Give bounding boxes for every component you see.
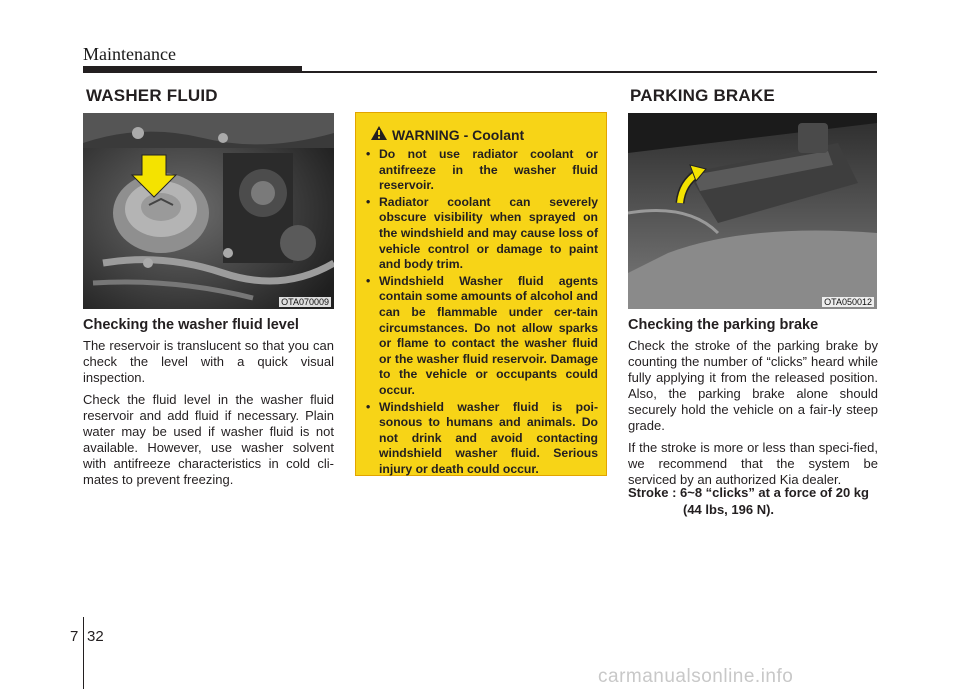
warning-subtitle: - Coolant — [463, 127, 525, 143]
parking-paragraph: If the stroke is more or less than speci-fied, we recommend that the system be serviced by an authorized Kia dealer. — [628, 440, 878, 487]
washer-subheading: Checking the washer fluid level — [83, 317, 299, 333]
parking-body — [628, 338, 878, 494]
washer-photo-caption: OTA070009 — [281, 297, 329, 307]
chapter-number: 7 — [70, 628, 79, 645]
parking-subheading: Checking the parking brake — [628, 317, 819, 333]
warning-item: • Windshield Washer fluid agents contain some amounts of alcohol and can be flammable under cer-tain circumstances. Do not allow sparks or flame to contact the washer fluid or the washer fluid reservoir. Damage to the vehicle or occupants could occur. — [366, 274, 598, 399]
stroke-spec-line2: (44 lbs, 196 N). — [683, 502, 775, 517]
warning-list — [366, 147, 598, 478]
warning-heading — [392, 127, 524, 143]
washer-paragraph: The reservoir is translucent so that you can check the level with a quick visual inspection. — [83, 338, 334, 385]
washer-body — [83, 338, 334, 494]
page-number: 32 — [87, 628, 104, 645]
engine-bay-illustration — [83, 113, 334, 309]
footer-divider — [83, 617, 84, 689]
warning-item: • Windshield washer fluid is poi-sonous to humans and animals. Do not drink and avoid contacting windshield washer fluid. Serious injury or death could occur. — [366, 400, 598, 478]
parking-photo-caption: OTA050012 — [824, 297, 872, 307]
parking-paragraph: Check the stroke of the parking brake by counting the number of “clicks” heard while fully applying it from the released position. Also, the parking brake alone should securely hold the vehicle on a fair-ly steep grade. — [628, 338, 878, 433]
washer-fluid-section-title: WASHER FLUID — [86, 86, 218, 105]
stroke-spec-line1: Stroke : 6~8 “clicks” at a force of 20 kg — [628, 485, 869, 500]
warning-item: • Radiator coolant can severely obscure visibility when sprayed on the windshield and may cause loss of vehicle control or damage to paint and body trim. — [366, 195, 598, 273]
header-rule-thin — [302, 71, 877, 73]
warning-title: WARNING — [392, 127, 460, 143]
watermark: carmanualsonline.info — [598, 666, 794, 687]
parking-brake-section-title: PARKING BRAKE — [630, 86, 775, 105]
parking-brake-illustration — [628, 113, 877, 309]
stroke-spec — [628, 484, 880, 518]
warning-coolant-box — [355, 112, 607, 476]
warning-item: • Do not use radiator coolant or antifreeze in the washer fluid reservoir. — [366, 147, 598, 194]
page-header-title: Maintenance — [83, 44, 176, 64]
header-rule-thick — [83, 66, 302, 73]
warning-triangle-icon — [370, 125, 388, 141]
parking-brake-photo — [628, 113, 877, 309]
washer-paragraph: Check the fluid level in the washer fluid reservoir and add fluid if necessary. Plain water may be used if washer fluid is not available. However, use washer solvent with antifreeze characteristics in cold cli-mates to prevent freezing. — [83, 392, 334, 487]
washer-reservoir-photo — [83, 113, 334, 309]
